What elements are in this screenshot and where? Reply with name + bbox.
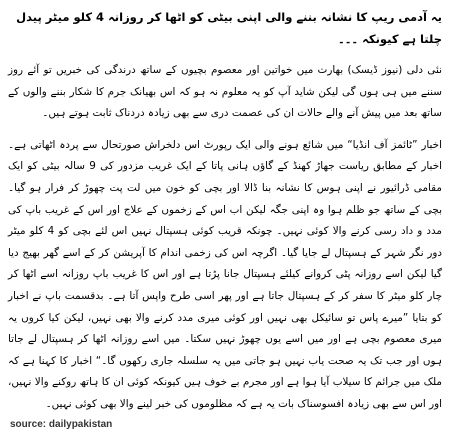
article-paragraph: نئی دلی (نیوز ڈیسک) بھارت میں خواتین اور معصوم بچیوں کے ساتھ درندگی کی خبریں تو آئے روز سننے میں ہی ہوں گی لیکن شاید آپ کو یہ معلوم نہ ہو کہ اس بھیانک جرم کا شکار بننے والوں کے ساتھ بعد میں پیش آنے والے حالات ان کی عصمت دری سے بھی زیادہ دردناک ثابت ہوتے ہیں۔ <box>8 64 442 120</box>
article <box>8 6 442 438</box>
article-paragraph: اخبار ”ٹائمز آف انڈیا“ میں شائع ہونے والی ایک رپورٹ اس دلخراش صورتحال سے پردہ اٹھاتی ہے۔ اخبار کے مطابق ریاست جھاڑ کھنڈ کے گاﺅں ہانی پاتا کے ایک غریب مزدور کی 9 سالہ بیٹی کو ایک مقامی ڈرائیور نے اپنی ہوس کا نشانہ بنا ڈالا اور بچی کو خون میں لت پت چھوڑ کر فرار ہو گیا۔ بچی کے ساتھ جو ظلم ہوا وہ اپنی جگہ لیکن اب اس کے زخموں کے علاج اور اس کے غریب باپ کی مدد و داد رسی کرنے والا کوئی نہیں۔ چونکہ قریب کوئی ہسپتال نہیں اس لئے بچی کو 4 کلو میٹر دور نگر شہر کے ہسپتال لے جایا گیا۔ اگرچہ اس کی زخمی اندام کا آپریشن کر کے اسے گھر بھیج دیا گیا لیکن اسے روزانہ پٹی کروانے کیلئے ہسپتال جانا پڑتا ہے اور اس کا غریب باپ روزانہ اسے اٹھا کر چار کلو میٹر کا سفر کر کے ہسپتال جاتا ہے اور پھر اسی طرح واپس آتا ہے۔ بدقسمت باپ نے اخبار کو بتایا ”میرے پاس تو سائیکل بھی نہیں اور کوئی میری مدد کرنے والا بھی نہیں، لیکن کیا کروں یہ میری معصوم بچی ہے اور میں اسے یوں چھوڑ نہیں سکتا۔ میں اسے روزانہ اٹھا کر ہسپتال لے جاتا ہوں اور جب تک یہ صحت یاب نہیں ہو جاتی میں یہ سلسلہ جاری رکھوں گا۔“ اخبار کا کہنا ہے کہ ملک میں جرائم کا سیلاب آیا ہوا ہے اور مجرم بے خوف ہیں کیونکہ کوئی ان کا ہاتھ روکنے والا نہیں، اور اس سے بھی زیادہ افسوسناک بات یہ ہے کہ مظلوموں کی خبر لینے والا بھی کوئی نہیں۔ <box>8 138 443 410</box>
article-headline: یہ آدمی ریپ کا نشانہ بننے والی اپنی بیٹی کو اٹھا کر روزانہ 4 کلو میٹر پیدل چلتا ہے کیونکہ ۔۔۔ <box>16 10 442 46</box>
source-credit: source: dailypakistan <box>10 419 113 430</box>
